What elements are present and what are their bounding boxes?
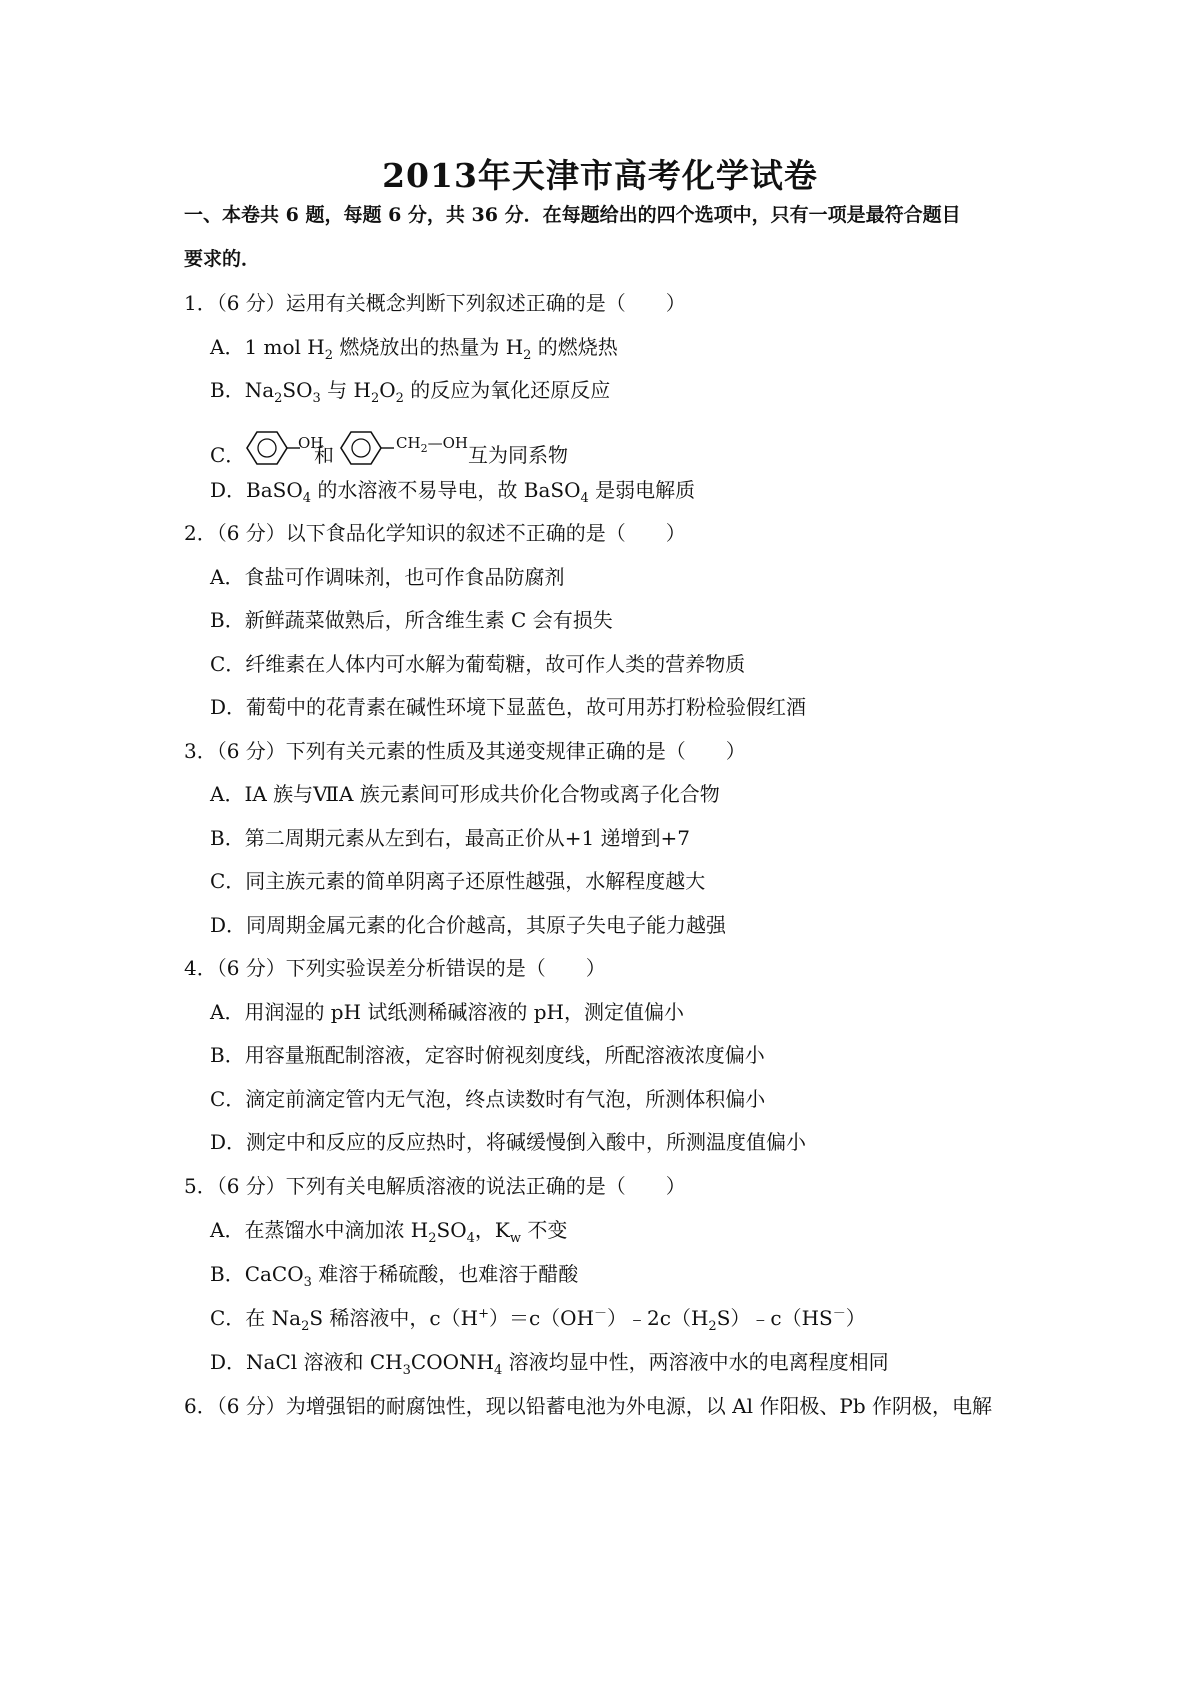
q4-option-a: A．用润湿的 pH 试纸测稀碱溶液的 pH，测定值偏小 (210, 1000, 685, 1024)
q2-option-a: A．食盐可作调味剂，也可作食品防腐剂 (210, 565, 565, 589)
q3-option-b: B．第二周期元素从左到右，最高正价从+1 递增到+7 (210, 826, 691, 850)
q1-option-c (210, 428, 1050, 472)
q5-stem: 5．（6 分）下列有关电解质溶液的说法正确的是（ ） (184, 1174, 686, 1198)
q3-option-d: D．同周期金属元素的化合价越高，其原子失电子能力越强 (210, 913, 727, 937)
q1-option-c-label: C． (210, 443, 246, 467)
q4-stem: 4．（6 分）下列实验误差分析错误的是（ ） (184, 956, 606, 980)
q4-option-d: D．测定中和反应的反应热时，将碱缓慢倒入酸中，所测温度值偏小 (210, 1130, 807, 1154)
q2-option-d: D．葡萄中的花青素在碱性环境下显蓝色，故可用苏打粉检验假红酒 (210, 695, 807, 719)
section-instruction-line2: 要求的． (184, 248, 261, 270)
q2-option-c: C．纤维素在人体内可水解为葡萄糖，故可作人类的营养物质 (210, 652, 746, 676)
q1-option-d: D．BaSO$_4$ 的水溶液不易导电，故 BaSO$_4$ 是弱电解质 (210, 478, 696, 506)
q1-option-c-tail: 互为同系物 (468, 443, 568, 467)
q5-option-b: B．CaCO$_3$ 难溶于稀硫酸，也难溶于醋酸 (210, 1262, 579, 1290)
section-instruction-line1: 一、本卷共 6 题，每题 6 分，共 36 分．在每题给出的四个选项中，只有一项是最符合题目 (184, 204, 961, 226)
page-title: 2013年天津市高考化学试卷 (382, 156, 818, 195)
benzyl-ch2-oh-label: $CH_2—OH$ (396, 434, 468, 455)
q3-option-c: C．同主族元素的简单阴离子还原性越强，水解程度越大 (210, 869, 706, 893)
q2-option-b: B．新鲜蔬菜做熟后，所含维生素 C 会有损失 (210, 608, 613, 632)
q3-stem: 3．（6 分）下列有关元素的性质及其递变规律正确的是（ ） (184, 739, 746, 763)
q2-stem: 2．（6 分）以下食品化学知识的叙述不正确的是（ ） (184, 521, 686, 545)
q1-option-b: B．$Na_2SO_3$ 与 $H_2O_2$ 的反应为氧化还原反应 (210, 378, 611, 406)
q1-stem: 1．（6 分）运用有关概念判断下列叙述正确的是（ ） (184, 291, 686, 315)
q1-option-c-and: 和 (314, 443, 334, 467)
q5-option-d: D．NaCl 溶液和 $CH_3COONH_4$ 溶液均显中性，两溶液中水的电离程度相同 (210, 1350, 889, 1378)
q4-option-b: B．用容量瓶配制溶液，定容时俯视刻度线，所配溶液浓度偏小 (210, 1043, 765, 1067)
q5-option-c: C．在 $Na_2S$ 稀溶液中，$c(H^+)=c(OH^-)﹣2c(H_2S)﹣c(HS^-)$ (210, 1306, 866, 1334)
q4-option-c: C．滴定前滴定管内无气泡，终点读数时有气泡，所测体积偏小 (210, 1087, 766, 1111)
benzyl-ring-structure (340, 428, 394, 468)
q3-option-a: A．ⅠA 族与ⅦA 族元素间可形成共价化合物或离子化合物 (210, 782, 720, 806)
phenol-ring-structure (246, 428, 300, 468)
q1-option-a: A．1 mol $H_2$ 燃烧放出的热量为 $H_2$ 的燃烧热 (210, 335, 618, 363)
q5-option-a: A．在蒸馏水中滴加浓 $H_2SO_4$，$K_w$ 不变 (210, 1218, 568, 1246)
phenol-oh-label: OH (298, 434, 324, 452)
q6-stem: 6．（6 分）为增强铝的耐腐蚀性，现以铅蓄电池为外电源，以 Al 作阳极、Pb 作阴极，电解 (184, 1394, 992, 1418)
